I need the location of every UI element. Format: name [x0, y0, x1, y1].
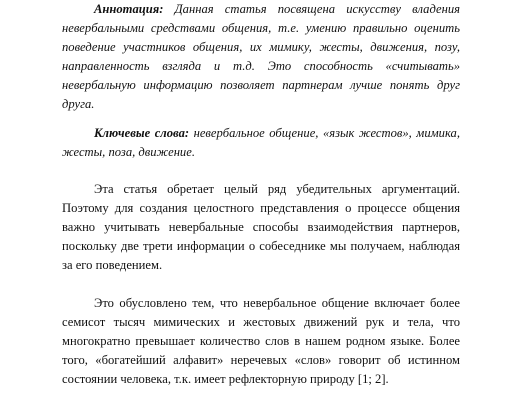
keywords: [62, 124, 460, 162]
abstract: [62, 0, 460, 114]
paragraph-1: Эта статья обретает целый ряд убедительных аргументаций. Поэтому для создания целостного представления о процессе общения важно учитывать невербальные способы взаимодействия партнеров, поскольку две трети информации о собеседнике мы получаем, наблюдая за его поведением.: [62, 182, 460, 272]
abstract-label: Аннотация:: [94, 2, 164, 16]
abstract-text: Данная статья посвящена искусству владения невербальными средствами общения, т.е. умению правильно оценить поведение участников общения, их мимику, жесты, движения, позу, направленность взгляда и т.д. Это способность «считывать» невербальную информацию позволяет партнерам лучше понять друг друга.: [62, 2, 460, 111]
keywords-label: Ключевые слова:: [94, 126, 190, 140]
keywords-text: невербальное общение, «язык жестов», мимика, жесты, поза, движение.: [62, 126, 460, 159]
paragraph-2: Это обусловлено тем, что невербальное общение включает более семисот тысяч мимических и жестовых движений рук и тела, что многократно превышает количество слов в нашем родном языке. Более того, «богатейший алфавит» неречевых «слов» говорит об истинном состоянии человека, т.к. имеет рефлекторную природу [1; 2].: [62, 296, 460, 386]
